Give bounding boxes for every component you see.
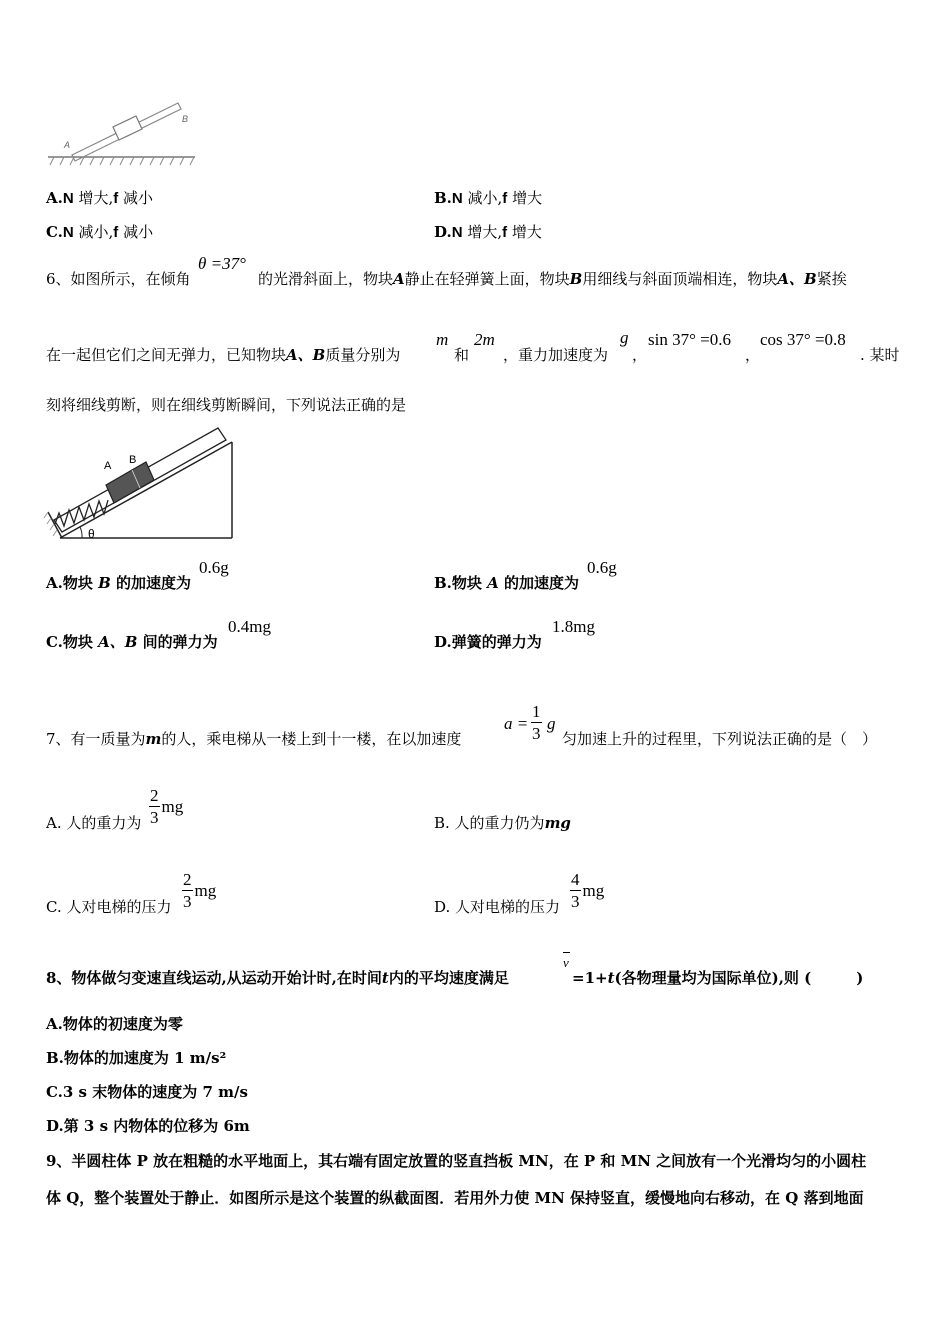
q5-option-d[interactable]: D.N 增大,f 增大 <box>434 223 542 241</box>
q7-option-d[interactable]: D. 人对电梯的压力 <box>434 898 561 916</box>
fig6-label-a: A <box>104 460 112 472</box>
q8-stem-b: =1+t(各物理量均为国际单位),则 ( ) <box>572 969 864 987</box>
q6-mass-b: 2m <box>474 330 495 349</box>
q6-mass-a: m <box>436 330 449 349</box>
q6-comma-2: ， <box>745 346 761 364</box>
q8-option-d[interactable]: D.第 3 s 内物体的位移为 6m <box>46 1117 250 1135</box>
q7-fraction: $\frac{1}{3}$ <box>532 702 541 743</box>
q6-line2-a: 在一起但它们之间无弹力，已知物块A、B质量分别为 <box>46 346 401 364</box>
q7-option-b[interactable]: B. 人的重力仍为mg <box>434 814 571 832</box>
fig6-label-theta: θ <box>88 527 95 541</box>
q6-option-b-value: 0.6g <box>587 558 617 577</box>
q7-g: g <box>547 714 556 733</box>
q7-a-eq: a = <box>504 714 529 733</box>
q6-line2-c: ，重力加速度为 <box>503 346 609 364</box>
q6-option-a-value: 0.6g <box>199 558 229 577</box>
q6-cos: cos 37° =0.8 <box>760 330 846 349</box>
q6-sin: sin 37° =0.6 <box>648 330 731 349</box>
incline-figure-q5 <box>40 95 200 170</box>
q6-option-c[interactable]: C.物块 A、B 间的弹力为 <box>46 633 218 651</box>
fig6-label-b: B <box>129 454 137 466</box>
q6-option-c-value: 0.4mg <box>228 617 271 636</box>
fig5-label-a: A <box>64 140 71 150</box>
incline-spring-figure-q6 <box>40 420 240 545</box>
q6-line2-d: . 某时 <box>860 346 900 364</box>
fig5-label-b: B <box>182 114 189 124</box>
q7-option-c-frac: $\frac{2}{3}$ mg <box>183 870 217 911</box>
q7-stem-c: 匀加速上升的过程里，下列说法正确的是（ ） <box>562 730 878 748</box>
q8-option-b[interactable]: B.物体的加速度为 1 m/s² <box>46 1049 227 1067</box>
q6-line1-rest: 的光滑斜面上，物块A静止在轻弹簧上面，物块B用细线与斜面顶端相连，物块A、B紧挨 <box>258 270 847 288</box>
q5-option-c[interactable]: C.N 减小,f 减小 <box>46 223 154 241</box>
q8-option-a[interactable]: A.物体的初速度为零 <box>46 1015 183 1033</box>
q6-line1: 6、如图所示，在倾角 <box>46 270 191 288</box>
q9-line1: 9、半圆柱体 P 放在粗糙的水平地面上，其右端有固定放置的竖直挡板 MN，在 P 和 MN 之间放有一个光滑均匀的小圆柱 <box>46 1152 867 1170</box>
q6-g: g <box>620 328 629 347</box>
q9-line2: 体 Q，整个装置处于静止．如图所示是这个装置的纵截面图．若用外力使 MN 保持竖直，缓慢地向右移动，在 Q 落到地面 <box>46 1189 864 1207</box>
q6-theta: θ =37° <box>198 254 246 273</box>
q7-option-c[interactable]: C. 人对电梯的压力 <box>46 898 172 916</box>
q6-option-d-value: 1.8mg <box>552 617 595 636</box>
q5-option-b[interactable]: B.N 减小,f 增大 <box>434 189 543 207</box>
q8-stem-a: 8、物体做匀变速直线运动,从运动开始计时,在时间t内的平均速度满足 <box>46 969 509 987</box>
q8-v-bar: v <box>563 948 570 971</box>
q6-option-b[interactable]: B.物块 A 的加速度为 <box>434 574 579 592</box>
q6-option-a[interactable]: A.物块 B 的加速度为 <box>46 574 192 592</box>
q7-option-a[interactable]: A. 人的重力为 <box>46 814 142 832</box>
q6-line3: 刻将细线剪断，则在细线剪断瞬间，下列说法正确的是 <box>46 396 407 414</box>
q7-option-d-frac: $\frac{4}{3}$ mg <box>571 870 605 911</box>
q6-he: 和 <box>454 346 470 364</box>
q5-option-a[interactable]: A.N 增大,f 减小 <box>46 189 154 207</box>
q7-stem-a: 7、有一质量为m的人，乘电梯从一楼上到十一楼，在以加速度 <box>46 730 462 748</box>
q6-option-d[interactable]: D.弹簧的弹力为 <box>434 633 542 651</box>
q8-option-c[interactable]: C.3 s 末物体的速度为 7 m/s <box>46 1083 248 1101</box>
q7-option-a-frac: $\frac{2}{3}$ mg <box>150 786 184 827</box>
q6-comma-1: ， <box>632 346 648 364</box>
